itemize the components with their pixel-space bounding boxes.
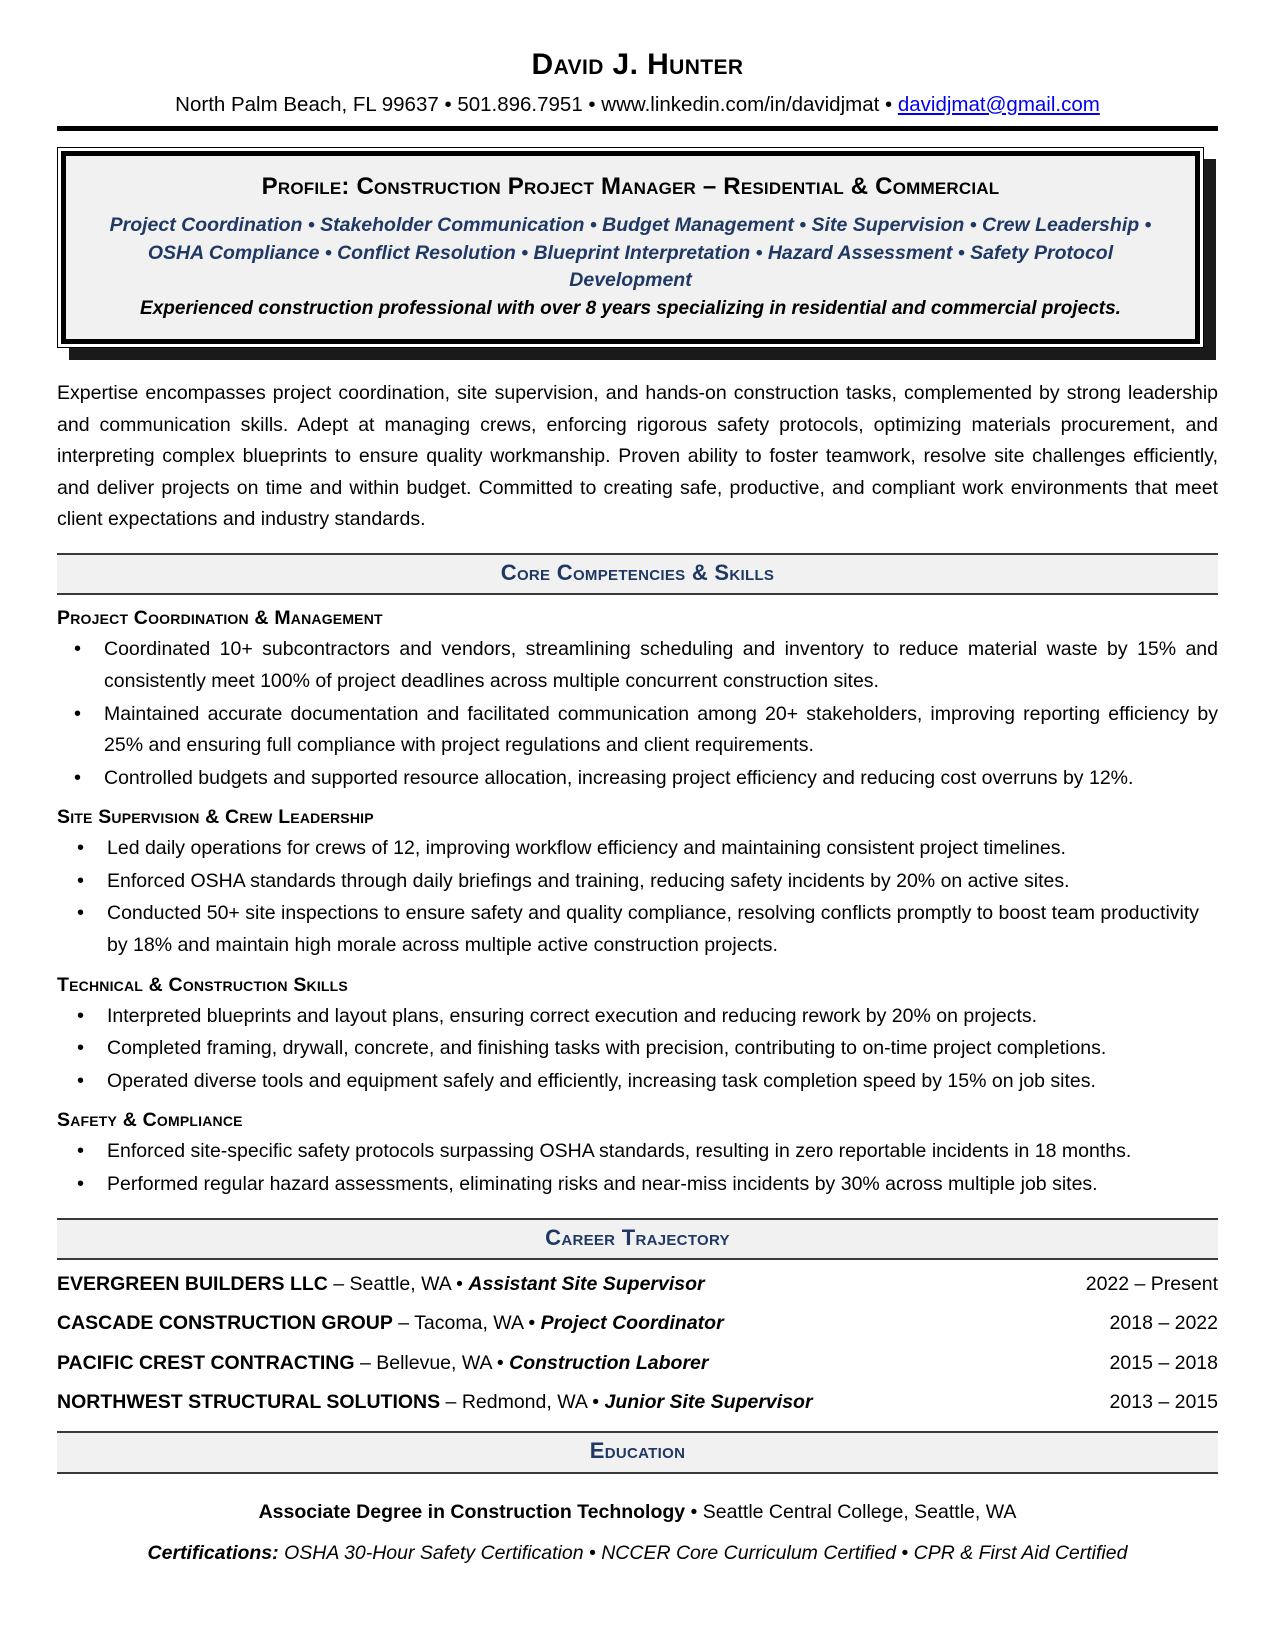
section-title: Education — [589, 1438, 686, 1464]
career-list — [57, 1272, 1218, 1415]
education-degree-line — [57, 1500, 1218, 1525]
bullet-item: • Led daily operations for crews of 12, improving workflow efficiency and maintaining consistent project timelines. — [57, 833, 1218, 865]
profile-box-outer-border — [57, 147, 1204, 348]
profile-skills: Project Coordination • Stakeholder Communication • Budget Management • Site Supervision • Crew Leadership • OSHA Compliance • Conflict Resolution • Blueprint Interpretation • Hazard Assessment • Safety Protocol Development — [109, 214, 1152, 292]
bullet-list — [57, 833, 1218, 961]
professional-summary: Expertise encompasses project coordination, site supervision, and hands-on construction tasks, complemented by strong leadership and communication skills. Adept at managing crews, enforcing rigorous safety protocols, optimizing materials procurement, and interpreting complex blueprints to ensure quality workmanship. Proven ability to foster teamwork, resolve site challenges efficiently, and deliver projects on time and within budget. Committed to creating safe, productive, and compliant work environments that meet client expectations and industry standards. — [57, 382, 1218, 531]
bullet-item: • Conducted 50+ site inspections to ensure safety and quality compliance, resolving conflicts promptly to boost team productivity by 18% and maintain high morale across multiple active construction projects. — [57, 898, 1218, 961]
career-location: – Seattle, WA • — [327, 1272, 469, 1295]
career-company: PACIFIC CREST CONTRACTING — [57, 1351, 355, 1374]
career-entry — [57, 1351, 1090, 1375]
career-location: – Bellevue, WA • — [354, 1351, 510, 1374]
section-header-education — [57, 1431, 1218, 1473]
career-dates: 2015 – 2018 — [1109, 1351, 1218, 1374]
career-title: Construction Laborer — [509, 1351, 709, 1374]
profile-tagline: Experienced construction professional with over 8 years specializing in residential and commercial projects. — [140, 298, 1121, 320]
header-divider — [57, 126, 1218, 131]
section-title: Career Trajectory — [545, 1224, 730, 1250]
career-company: EVERGREEN BUILDERS LLC — [57, 1272, 328, 1295]
bullet-item: • Controlled budgets and supported resource allocation, increasing project efficiency and reducing cost overruns by 12%. — [57, 763, 1218, 795]
competency-group-0 — [57, 607, 1218, 794]
profile-box — [61, 151, 1200, 344]
career-location: – Tacoma, WA • — [392, 1312, 541, 1335]
table-row — [57, 1272, 1218, 1296]
bullet-item: • Completed framing, drywall, concrete, and finishing tasks with precision, contributing to on-time project completions. — [57, 1033, 1218, 1065]
career-title: Junior Site Supervisor — [604, 1391, 813, 1414]
certifications-list: OSHA 30-Hour Safety Certification • NCCER Core Curriculum Certified • CPR & First Aid Certified — [278, 1542, 1128, 1565]
table-row — [57, 1311, 1218, 1335]
competency-group-3 — [57, 1109, 1218, 1200]
bullet-item: • Interpreted blueprints and layout plans, ensuring correct execution and reducing rework by 20% on projects. — [57, 1001, 1218, 1033]
career-dates: 2018 – 2022 — [1109, 1312, 1218, 1335]
subsection-heading: Project Coordination & Management — [57, 607, 383, 630]
career-dates: 2013 – 2015 — [1109, 1391, 1218, 1414]
degree-name: Associate Degree in Construction Technology — [258, 1500, 686, 1523]
section-header-competencies — [57, 553, 1218, 595]
contact-line — [57, 93, 1218, 118]
competency-group-2 — [57, 974, 1218, 1098]
subsection-heading: Site Supervision & Crew Leadership — [57, 806, 374, 829]
table-row — [57, 1351, 1218, 1375]
bullet-list — [57, 1001, 1218, 1098]
bullet-item: • Enforced site-specific safety protocols surpassing OSHA standards, resulting in zero reportable incidents in 18 months. — [57, 1136, 1218, 1168]
education-block — [57, 1500, 1218, 1567]
career-title: Assistant Site Supervisor — [468, 1272, 705, 1295]
career-location: – Redmond, WA • — [440, 1391, 605, 1414]
career-dates: 2022 – Present — [1085, 1272, 1218, 1295]
bullet-item: • Operated diverse tools and equipment safely and efficiently, increasing task completion speed by 15% on job sites. — [57, 1066, 1218, 1098]
subsection-heading: Safety & Compliance — [57, 1109, 243, 1132]
section-title: Core Competencies & Skills — [500, 560, 775, 586]
career-title: Project Coordinator — [540, 1312, 724, 1335]
profile-title: Profile: Construction Project Manager – Residential & Commercial — [261, 173, 1000, 201]
career-company: CASCADE CONSTRUCTION GROUP — [57, 1312, 393, 1335]
career-entry — [57, 1272, 1066, 1296]
bullet-item: • Performed regular hazard assessments, eliminating risks and near-miss incidents by 30% across multiple job sites. — [57, 1169, 1218, 1201]
career-entry — [57, 1311, 1090, 1335]
competency-group-1 — [57, 806, 1218, 961]
career-company: NORTHWEST STRUCTURAL SOLUTIONS — [57, 1391, 441, 1414]
section-header-career — [57, 1218, 1218, 1260]
certifications-label: Certifications: — [147, 1542, 279, 1565]
career-entry — [57, 1390, 1090, 1414]
certifications-line — [57, 1541, 1218, 1566]
bullet-item: • Enforced OSHA standards through daily briefings and training, reducing safety incidents by 20% on active sites. — [57, 866, 1218, 898]
candidate-name: David J. Hunter — [531, 48, 744, 81]
bullet-item: • Maintained accurate documentation and facilitated communication among 20+ stakeholders, improving reporting efficiency by 25% and ensuring full compliance with project regulations and client requirements. — [57, 699, 1218, 762]
email-link[interactable]: davidjmat@gmail.com — [897, 92, 1100, 116]
table-row — [57, 1390, 1218, 1414]
contact-details: North Palm Beach, FL 99637 • 501.896.7951 • www.linkedin.com/in/davidjmat • — [175, 92, 898, 116]
bullet-item: • Coordinated 10+ subcontractors and vendors, streamlining scheduling and inventory to reduce material waste by 15% and consistently meet 100% of project deadlines across multiple concurrent construction sites. — [57, 634, 1218, 697]
bullet-list — [57, 1136, 1218, 1200]
profile-box-wrapper — [57, 147, 1204, 348]
school-name: • Seattle Central College, Seattle, WA — [685, 1500, 1017, 1523]
header — [57, 48, 1218, 131]
subsection-heading: Technical & Construction Skills — [57, 973, 348, 996]
bullet-list — [57, 634, 1218, 794]
